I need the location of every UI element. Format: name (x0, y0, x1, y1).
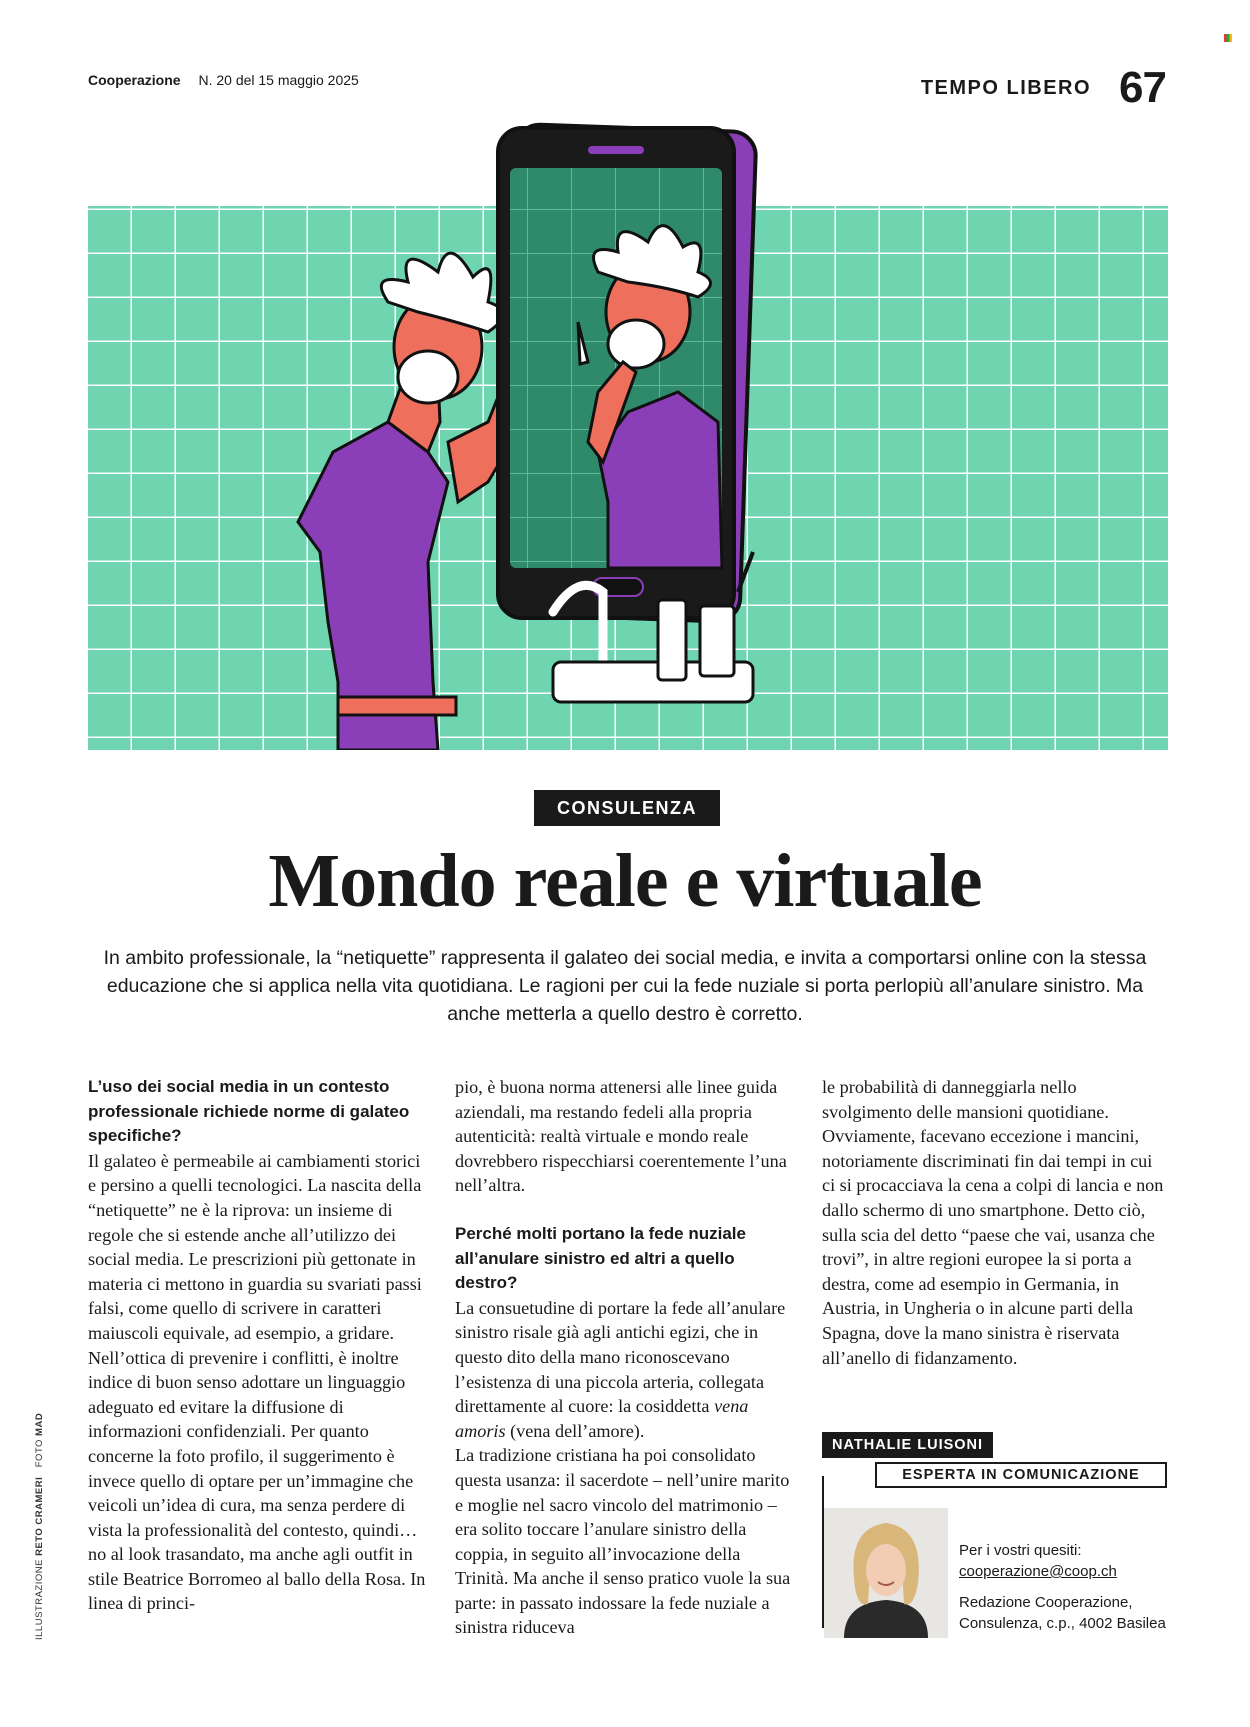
section-label: TEMPO LIBERO (920, 76, 1092, 99)
article-lead: In ambito professionale, la “netiquette” rappresenta il galateo dei social media, e invita a comportarsi online con la stessa educazione che si applica nella vita quotidiana. Le ragioni per cui la fede nuziale si porta perlopiù all’anulare sinistro. Ma anche metterla a quello destro è corretto. (103, 947, 1147, 1025)
page-number: 67 (1119, 63, 1166, 112)
page-header-right (920, 63, 1166, 112)
contact-email-link[interactable]: cooperazione@coop.ch (959, 1563, 1117, 1580)
article-illustration (88, 122, 1168, 750)
author-body (822, 1476, 1167, 1632)
author-portrait (824, 1508, 948, 1638)
color-mark-icon (1224, 34, 1232, 42)
publication-name: Cooperazione (88, 72, 181, 88)
page-header-left (88, 72, 359, 88)
author-box (822, 1432, 1167, 1632)
contact-intro: Per i vostri quesiti: (959, 1542, 1082, 1559)
article-column-3 (822, 1075, 1167, 1370)
answer-3: La tradizione cristiana ha poi consolidato questa usanza: il sacerdote – nell’unire marito e moglie nel sacro vincolo del matrimonio – era solito toccare l’anulare sinistro della coppia, in seguito all’invocazione della Trinità. Ma anche il senso pratico vuole la sua parte: in passato indossare la fede nuziale a sinistra riduceva (455, 1445, 791, 1638)
photo-credit: ILLUSTRAZIONE RETO CRAMERI FOTO MAD (34, 1412, 45, 1640)
question-2: Perché molti portano la fede nuziale all’anulare sinistro ed altri a quello destro? (455, 1223, 746, 1293)
author-name: NATHALIE LUISONI (822, 1432, 993, 1458)
answer-1-continued: pio, è buona norma attenersi alle linee guida aziendali, ma restando fedeli alla propria autenticità: realtà virtuale e mondo reale dovrebbero rispecchiarsi coerentemente l’una nell’altra. (455, 1077, 787, 1196)
issue-info: N. 20 del 15 maggio 2025 (198, 72, 359, 88)
answer-3-continued: le probabilità di danneggiarla nello svolgimento delle mansioni quotidiane. Ovviamente, facevano eccezione i mancini, notoriamente discriminati fin dai tempi in cui ci si procacciava la cena a colpi di lancia e non dallo schermo di uno smartphone. Detto ciò, sulla scia del detto “paese che vai, usanza che trovi”, in altre regioni europee la si porta a destra, come ad esempio in Germania, in Austria, in Ungheria o in alcune parti della Spagna, dove la mano sinistra è riservata all’anello di fidanzamento. (822, 1077, 1164, 1368)
author-role: ESPERTA IN COMUNICAZIONE (875, 1462, 1167, 1488)
question-1: L’uso dei social media in un contesto professionale richiede norme di galateo specifiche? (88, 1077, 410, 1146)
address-line-1: Redazione Cooperazione, (959, 1594, 1133, 1611)
answer-2: La consuetudine di portare la fede all’anulare sinistro risale già agli antichi egizi, che in questo dito della mano riconoscevano l’esistenza di una piccola arteria, collegata direttamente al cuore: la cosiddetta vena amoris (vena dell’amore). (455, 1297, 786, 1441)
contact-info (959, 1540, 1169, 1634)
article-column-1 (88, 1075, 428, 1616)
article-headline: Mondo reale e virtuale (268, 839, 982, 923)
smartphone-mirror-icon (498, 124, 756, 622)
article-kicker: CONSULENZA (534, 790, 720, 826)
vena-amoris-term: vena amoris (455, 1396, 749, 1441)
article-column-2 (455, 1075, 795, 1640)
answer-1: Il galateo è permeabile ai cambiamenti storici e persino a quelli tecnologici. La nascita della “netiquette” ne è la riprova: un insieme di regole che si estende anche all’utilizzo dei social media. Le prescrizioni più gettonate in materia ci mettono in guardia su svariati passi falsi, come quello di scrivere in caratteri maiuscoli equivale, ad esempio, a gridare. Nell’ottica di prevenire i conflitti, è inoltre indice di buon senso adottare un linguaggio adeguato ed evitare la diffusione di informazioni confidenziali. Per quanto concerne la foto profilo, il suggerimento è invece quello di optare per un’immagine che veicoli un’idea di cura, ma senza perdere di vista la professionalità del contesto, quindi… no al look trasandato, ma anche agli outfit in stile Beatrice Borromeo al ballo della Rosa. In linea di princi- (88, 1150, 426, 1614)
address-line-2: Consulenza, c.p., 4002 Basilea (959, 1615, 1166, 1632)
